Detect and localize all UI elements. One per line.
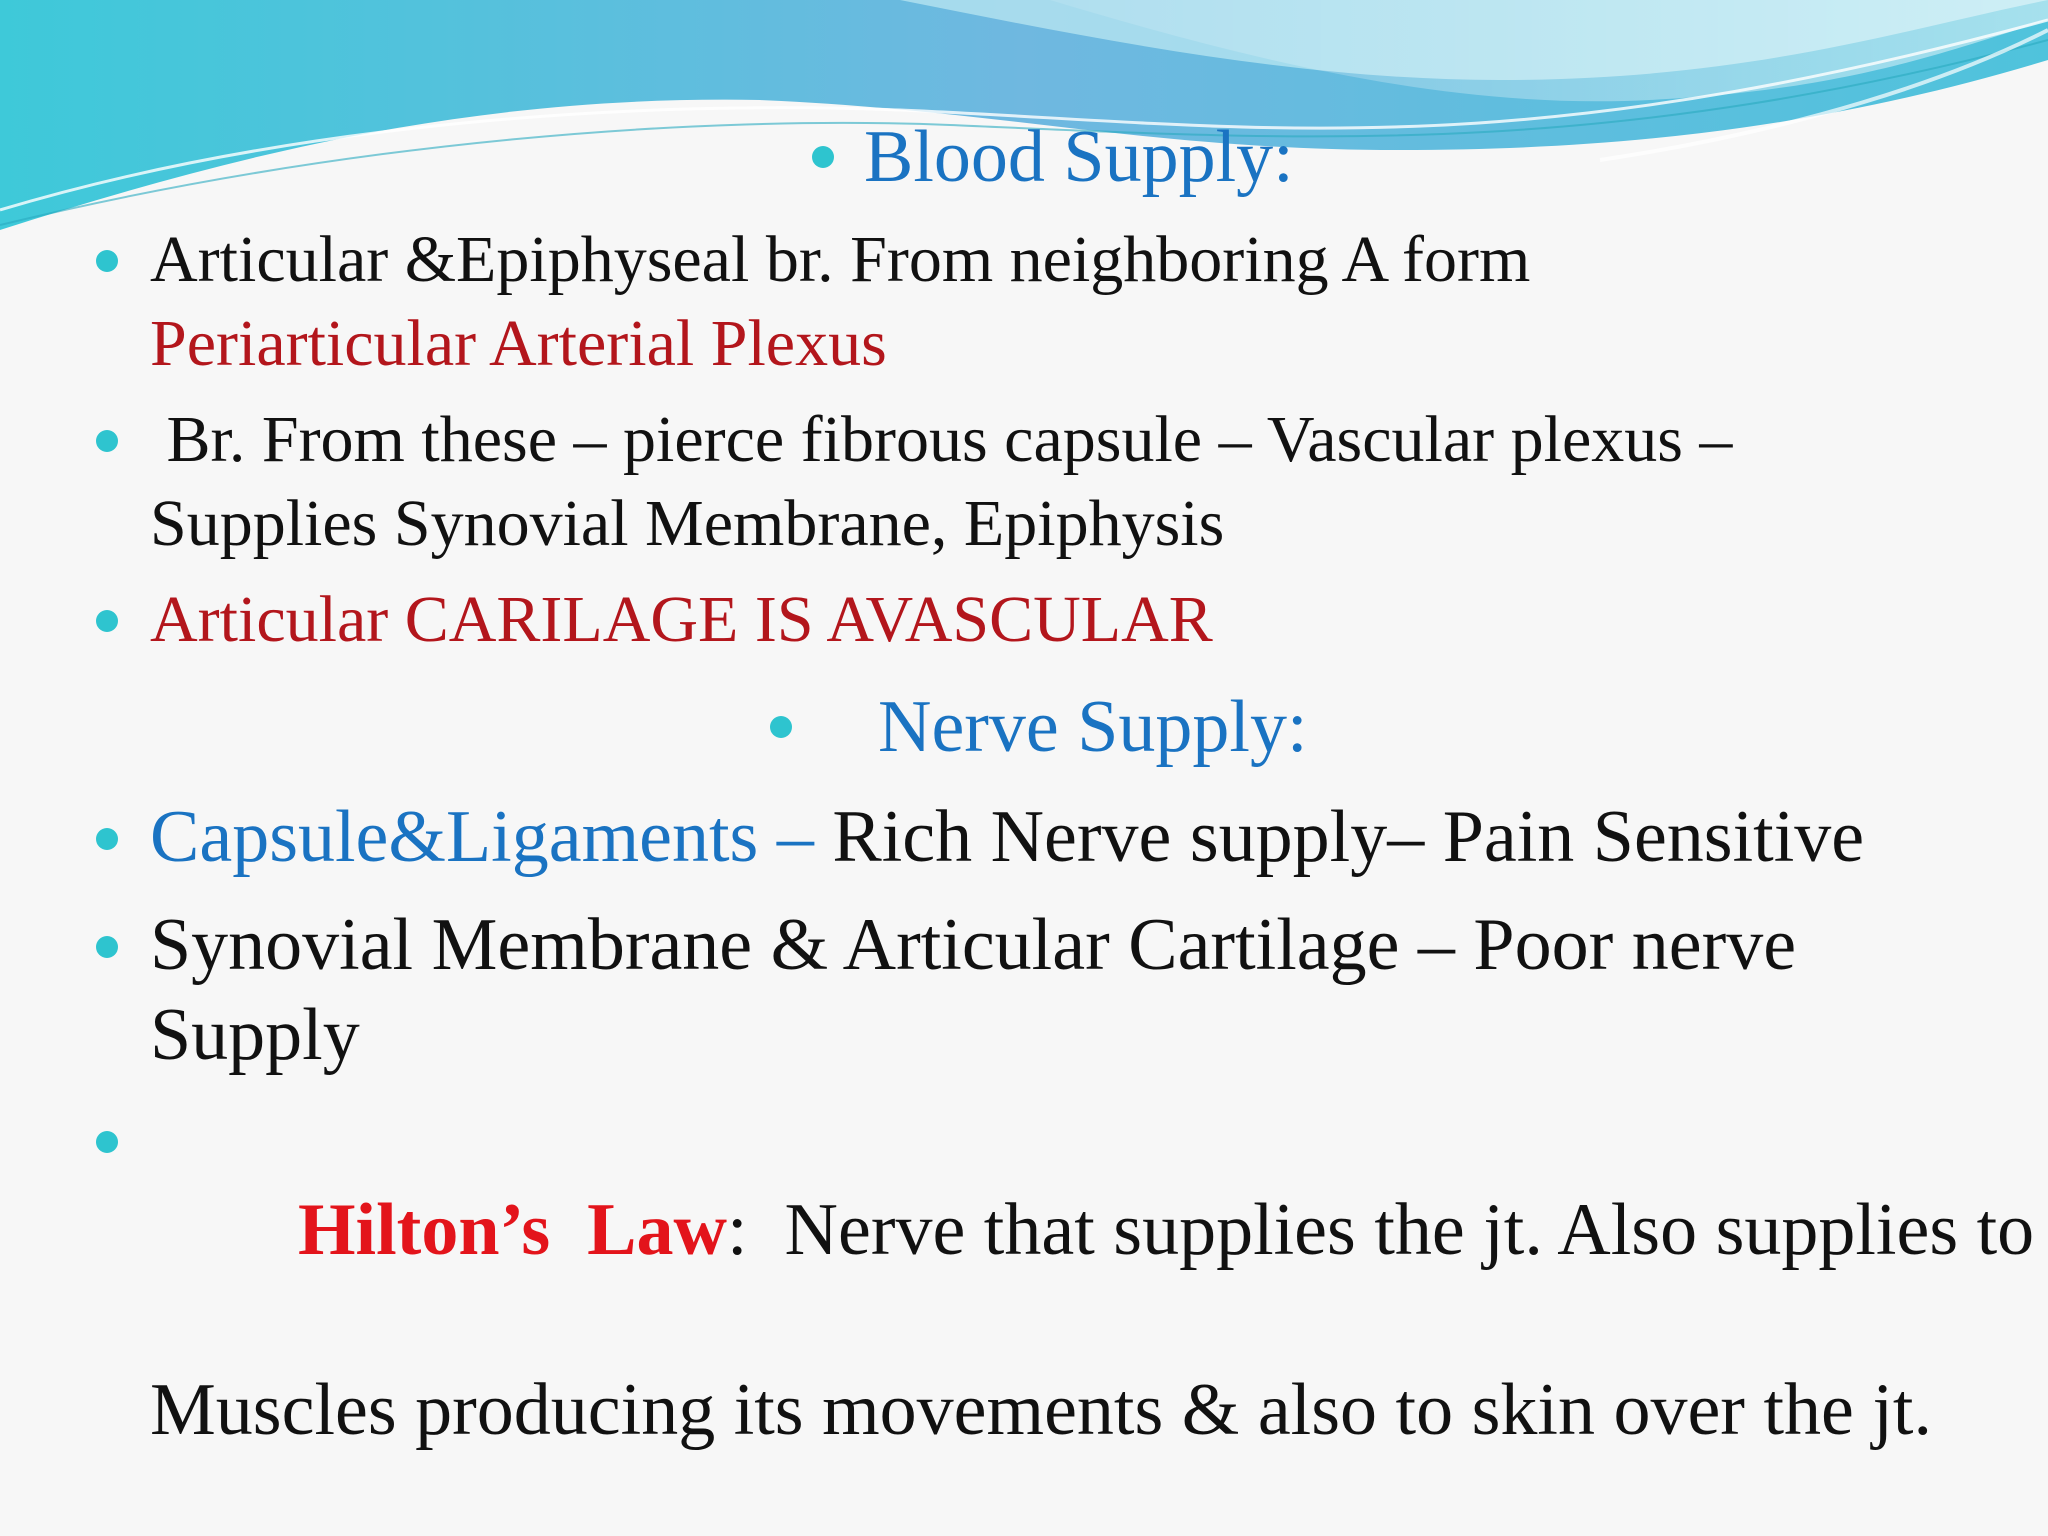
item-text-emphasis: Periarticular Arterial Plexus xyxy=(150,307,887,380)
blood-supply-title: Blood Supply: xyxy=(864,116,1294,198)
item-text: Supplies Synovial Membrane, Epiphysis xyxy=(150,487,1225,560)
item-text: Muscles producing its movements & also to skin over the jt. xyxy=(150,1369,1932,1451)
list-item-synovial-membrane xyxy=(96,900,2036,1080)
bullet-icon xyxy=(812,146,834,168)
item-text-emphasis: Articular CARILAGE IS AVASCULAR xyxy=(150,583,1213,656)
hiltons-law-label: Hilton’s Law xyxy=(298,1189,727,1271)
item-text: Synovial Membrane & Articular Cartilage – Poor nerve xyxy=(150,904,1797,986)
item-text: Articular &Epiphyseal br. From neighboring A form xyxy=(150,223,1531,296)
bullet-icon xyxy=(96,936,118,958)
bullet-icon xyxy=(96,430,118,452)
item-text: Br. From these – pierce fibrous capsule – Vascular plexus – xyxy=(150,403,1733,476)
bullet-icon xyxy=(96,250,118,272)
list-item-vascular-plexus xyxy=(96,398,2036,566)
list-item-avascular xyxy=(96,578,2036,662)
bullet-icon xyxy=(96,1131,118,1153)
bullet-icon xyxy=(96,610,118,632)
item-text-highlight: Capsule&Ligaments – xyxy=(150,796,833,878)
bullet-icon xyxy=(96,828,118,850)
blood-supply-heading xyxy=(812,116,1294,198)
nerve-supply-title: Nerve Supply: xyxy=(878,686,1308,768)
item-text: : Nerve that supplies the jt. Also supplies to xyxy=(726,1189,2035,1271)
list-item-articular-branches xyxy=(96,218,2036,386)
nerve-supply-heading xyxy=(770,686,1308,768)
list-item-capsule-ligaments xyxy=(96,792,2036,882)
item-text: Rich Nerve supply– Pain Sensitive xyxy=(832,796,1865,878)
bullet-icon xyxy=(770,716,792,738)
item-text: Supply xyxy=(150,994,360,1076)
list-item-hiltons-law xyxy=(96,1095,2036,1455)
